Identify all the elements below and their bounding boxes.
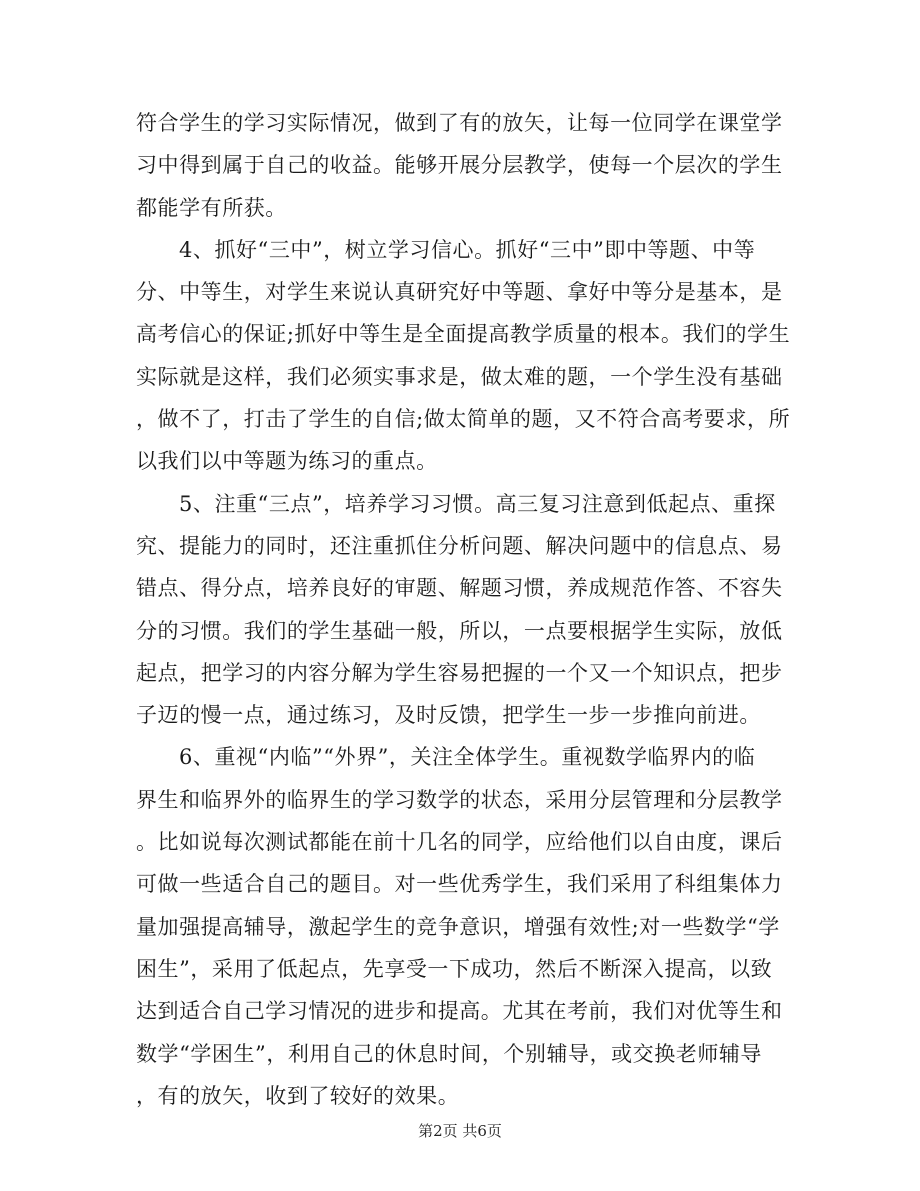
text-line: 达到适合自己学习情况的进步和提高。尤其在考前，我们对优等生和 xyxy=(136,999,783,1024)
text-line: ，有的放矢，收到了较好的效果。 xyxy=(136,1083,460,1108)
text-line: 符合学生的学习实际情况，做到了有的放矢，让每一位同学在课堂学 xyxy=(136,111,783,135)
text-line: 错点、得分点，培养良好的审题、解题习惯，养成规范作答、不容失 xyxy=(136,576,783,601)
text-line: 子迈的慢一点，通过练习，及时反馈，把学生一步一步推向前进。 xyxy=(136,703,761,728)
text-line: 界生和临界外的临界生的学习数学的状态，采用分层管理和分层教学 xyxy=(136,787,783,812)
text-line: ，做不了，打击了学生的自信;做太简单的题，又不符合高考要求，所 xyxy=(136,407,791,432)
text-line: 起点，把学习的内容分解为学生容易把握的一个又一个知识点，把步 xyxy=(136,660,783,685)
text-line: 分、中等生，对学生来说认真研究好中等题、拿好中等分是基本，是 xyxy=(136,280,783,305)
document-body xyxy=(136,102,791,1117)
text-line: 高考信心的保证;抓好中等生是全面提高教学质量的根本。我们的学生 xyxy=(136,322,791,347)
text-line: 习中得到属于自己的收益。能够开展分层教学，使每一个层次的学生 xyxy=(136,153,783,178)
text-line: 5、注重“三点”，培养学习习惯。高三复习注意到低起点、重探 xyxy=(179,491,776,516)
page-number-footer: 第2页 共6页 xyxy=(418,1122,502,1140)
text-line: 。比如说每次测试都能在前十几名的同学，应给他们以自由度，课后 xyxy=(136,830,783,855)
text-line: 分的习惯。我们的学生基础一般，所以，一点要根据学生实际，放低 xyxy=(136,618,783,643)
text-line: 困生”，采用了低起点，先享受一下成功，然后不断深入提高，以致 xyxy=(136,956,773,981)
text-line: 量加强提高辅导，激起学生的竞争意识，增强有效性;对一些数学“学 xyxy=(136,914,780,939)
text-line: 4、抓好“三中”，树立学习信心。抓好“三中”即中等题、中等 xyxy=(179,237,756,262)
text-line: 以我们以中等题为练习的重点。 xyxy=(136,449,438,474)
text-line: 究、提能力的同时，还注重抓住分析问题、解决问题中的信息点、易 xyxy=(136,533,783,558)
text-line: 可做一些适合自己的题目。对一些优秀学生，我们采用了科组集体力 xyxy=(136,872,783,897)
text-line: 数学“学困生”，利用自己的休息时间，个别辅导，或交换老师辅导 xyxy=(136,1041,762,1066)
text-line: 6、重视“内临”“外界”，关注全体学生。重视数学临界内的临 xyxy=(179,745,756,770)
text-line: 都能学有所获。 xyxy=(136,195,287,220)
text-line: 实际就是这样，我们必须实事求是，做太难的题，一个学生没有基础 xyxy=(136,364,783,389)
